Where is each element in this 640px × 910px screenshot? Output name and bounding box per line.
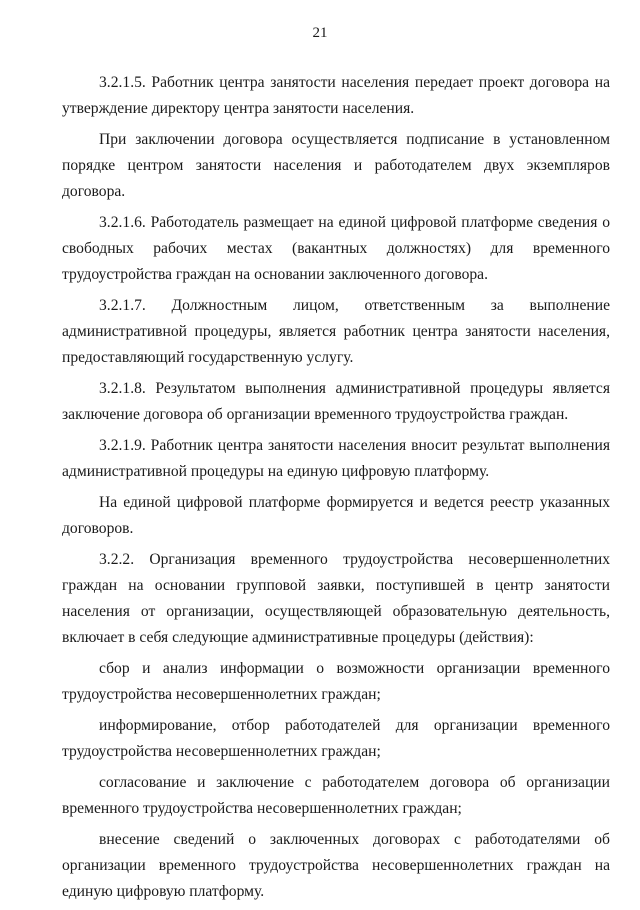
- paragraph-3-2-1-7: 3.2.1.7. Должностным лицом, ответственным за выполнение административной процедуры, является работник центра занятости населения, предоставляющий государственную услугу.: [62, 297, 610, 366]
- list-item-collection: сбор и анализ информации о возможности организации временного трудоустройства несовершеннолетних граждан;: [62, 660, 610, 703]
- list-item-agreement: согласование и заключение с работодателем договора об организации временного трудоустройства несовершеннолетних граждан;: [62, 774, 610, 817]
- document-body: [62, 70, 610, 910]
- paragraph-3-2-2: 3.2.2. Организация временного трудоустройства несовершеннолетних граждан на основании групповой заявки, поступившей в центр занятости населения от организации, осуществляющей образовательную деятельность, включает в себя следующие административные процедуры (действия):: [62, 551, 610, 646]
- paragraph-3-2-1-9: 3.2.1.9. Работник центра занятости населения вносит результат выполнения административной процедуры на единую цифровую платформу.: [62, 437, 610, 480]
- paragraph-signing: При заключении договора осуществляется подписание в установленном порядке центром занятости населения и работодателем двух экземпляров договора.: [62, 131, 610, 200]
- paragraph-3-2-1-6: 3.2.1.6. Работодатель размещает на единой цифровой платформе сведения о свободных рабочих местах (вакантных должностях) для временного трудоустройства граждан на основании заключенного договора.: [62, 214, 610, 283]
- paragraph-3-2-1-8: 3.2.1.8. Результатом выполнения административной процедуры является заключение договора об организации временного трудоустройства граждан.: [62, 380, 610, 423]
- paragraph-registry: На единой цифровой платформе формируется и ведется реестр указанных договоров.: [62, 494, 610, 537]
- paragraph-3-2-1-5: 3.2.1.5. Работник центра занятости населения передает проект договора на утверждение директору центра занятости населения.: [62, 74, 610, 117]
- list-item-data-entry: внесение сведений о заключенных договорах с работодателями об организации временного трудоустройства несовершеннолетних граждан на единую цифровую платформу.: [62, 831, 610, 900]
- list-item-informing: информирование, отбор работодателей для организации временного трудоустройства несовершеннолетних граждан;: [62, 717, 610, 760]
- page-number: 21: [312, 25, 328, 41]
